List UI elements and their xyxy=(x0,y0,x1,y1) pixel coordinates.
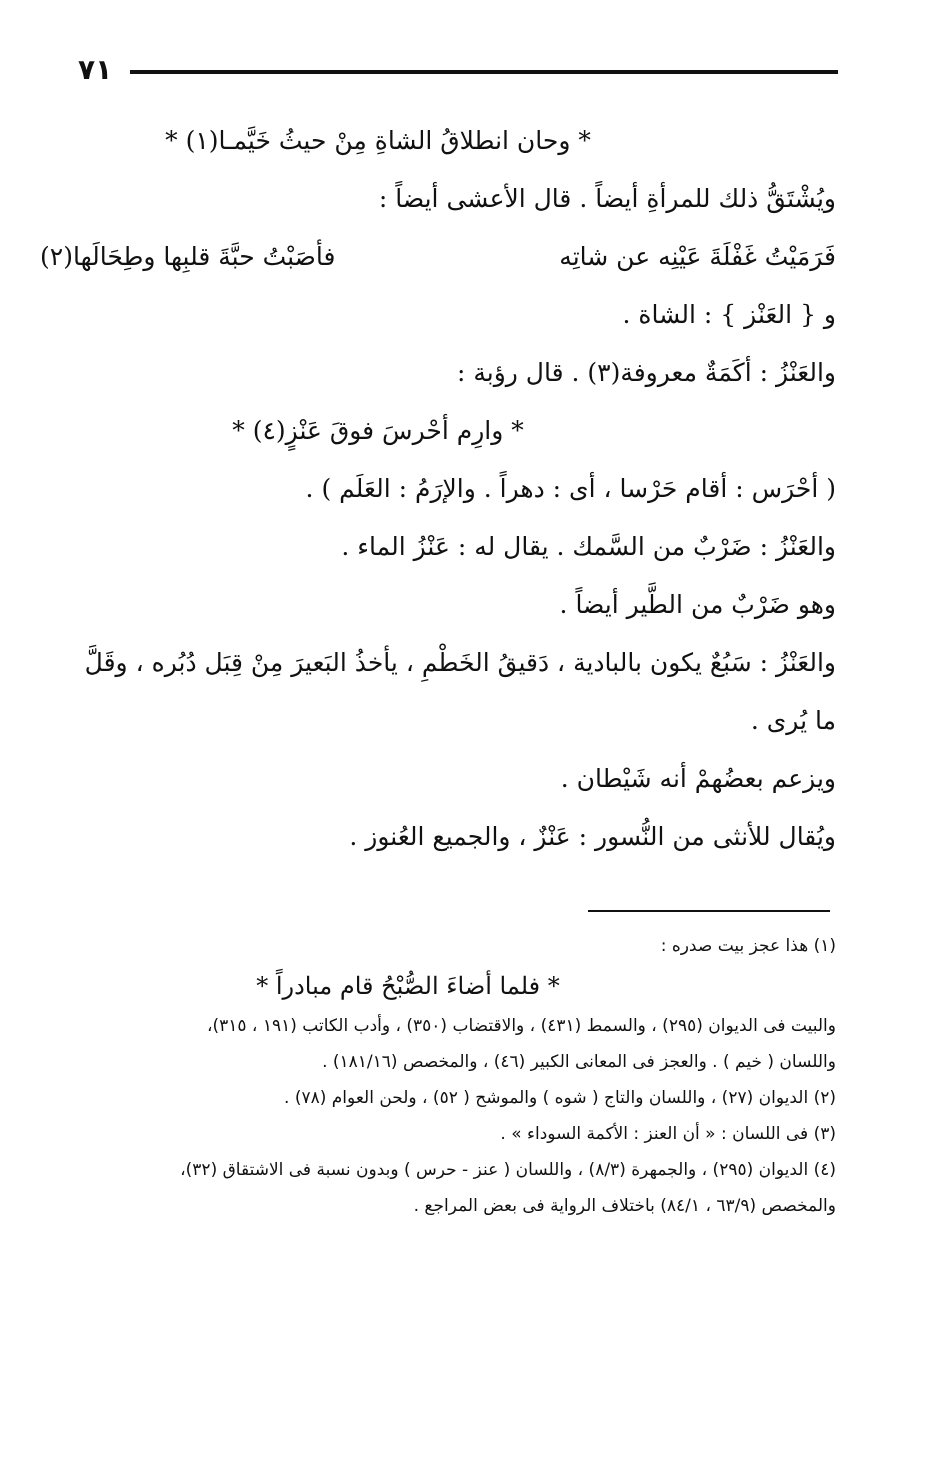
footnote-line: (٢) الديوان (٢٧) ، واللسان والتاج ( شوه ) والموشح ( ٥٢) ، ولحن العوام (٧٨) . xyxy=(284,1088,836,1108)
text-line: وهو ضَرْبٌ من الطَّير أيضاً . xyxy=(559,590,836,619)
verse-right-hemistich: فَرَمَيْتُ غَفْلَةَ عَيْنِه عن شاتِه xyxy=(559,242,836,271)
page-header xyxy=(78,50,838,94)
footnote-line: واللسان ( خيم ) . والعجز فى المعانى الكبير (٤٦) ، والمخصص (١٨١/١٦) . xyxy=(322,1052,836,1072)
footnote-line: والبيت فى الديوان (٢٩٥) ، والسمط (٤٣١) ، والاقتضاب (٣٥٠) ، وأدب الكاتب (١٩١ ، ٣١٥)، xyxy=(207,1016,836,1036)
text-line: ( أحْرَس : أقام حَرْسا ، أى : دهراً . والإرَمُ : العَلَم ) . xyxy=(305,474,836,503)
footnote-separator xyxy=(588,910,830,912)
page-number: ٧١ xyxy=(78,53,113,86)
text-line: والعَنْزُ : أكَمَةٌ معروفة(٣) . قال رؤبة : xyxy=(456,358,836,387)
text-line: ويُقال للأنثى من النُّسور : عَنْزٌ ، والجميع العُنوز . xyxy=(349,822,836,851)
text-line: والعَنْزُ : ضَرْبٌ من السَّمك . يقال له : عَنْزُ الماء . xyxy=(341,532,836,561)
poetry-verse xyxy=(40,228,836,286)
footnote-line: والمخصص (٦٣/٩ ، ٨٤/١) باختلاف الرواية فى بعض المراجع . xyxy=(413,1196,836,1216)
footnote-verse: * فلما أضاءَ الصُّبْحُ قام مبادراً * xyxy=(256,972,560,1000)
text-line: ويزعم بعضُهمْ أنه شَيْطان . xyxy=(560,764,836,793)
text-line: ما يُرى . xyxy=(750,706,836,735)
header-rule xyxy=(130,70,838,74)
main-text xyxy=(40,112,836,866)
footnote-line: (١) هذا عجز بيت صدره : xyxy=(660,936,836,956)
verse-line: * وحان انطلاقُ الشاةِ مِنْ حيثُ خَيَّمـا(١) * xyxy=(165,126,591,155)
text-line: والعَنْزُ : سَبُعٌ يكون بالبادية ، دَقيقُ الخَطْمِ ، يأخذُ البَعيرَ مِنْ قِبَل دُبُره ، وقَلَّ xyxy=(84,648,836,677)
footnote-line: (٣) فى اللسان : « أن العنز : الأكمة السوداء » . xyxy=(500,1124,836,1144)
text-line: و { العَنْز } : الشاة . xyxy=(622,300,836,329)
footnotes xyxy=(40,928,836,1224)
verse-left-hemistich: فأصَبْتُ حبَّةَ قلبِها وطِحَالَها(٢) xyxy=(40,242,336,271)
verse-line: * وارِم أحْرسَ فوقَ عَنْزٍ(٤) * xyxy=(232,416,524,445)
footnote-line: (٤) الديوان (٢٩٥) ، والجمهرة (٨/٣) ، واللسان ( عنز - حرس ) وبدون نسبة فى الاشتقاق (٣٢)، xyxy=(180,1160,836,1180)
text-line: ويُشْتَقُّ ذلك للمرأةِ أيضاً . قال الأعشى أيضاً : xyxy=(378,184,836,213)
